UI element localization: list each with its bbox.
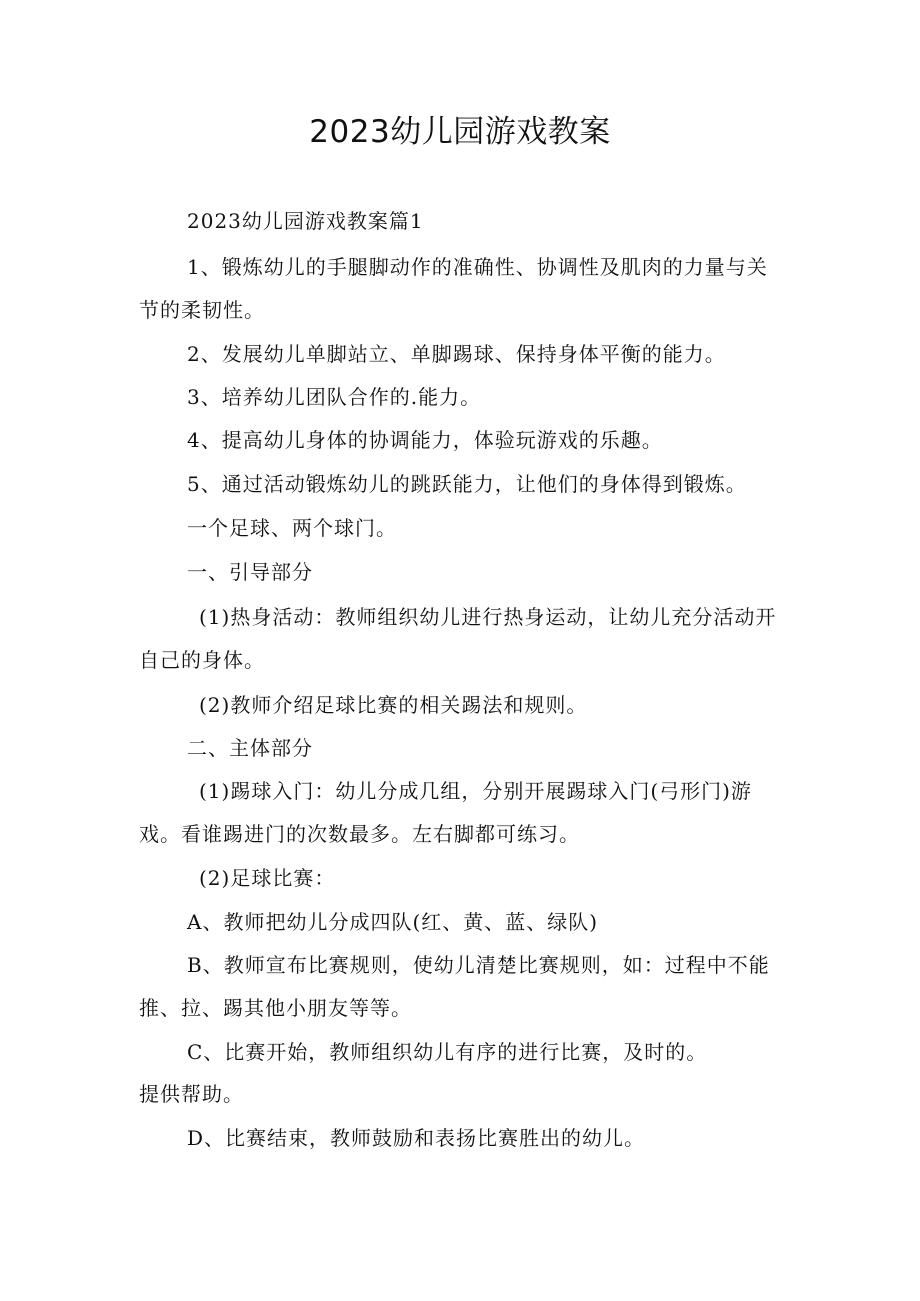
main-step-1: (1)踢球入门：幼儿分成几组，分别开展踢球入门(弓形门)游戏。看谁踢进门的次数最多。左右脚都可练习。 [139,779,752,846]
rule-item-d: D、比赛结束，教师鼓励和表扬比赛胜出的幼儿。 [187,1126,646,1150]
main-step-2: (2)足球比赛： [199,866,336,890]
goal-item-4: 4、提高幼儿身体的协调能力，体验玩游戏的乐趣。 [187,428,663,452]
goal-item-3: 3、培养幼儿团队合作的.能力。 [187,385,482,409]
goal-item-5: 5、通过活动锻炼幼儿的跳跃能力，让他们的身体得到锻炼。 [187,472,747,496]
rule-item-a: A、教师把幼儿分成四队(红、黄、蓝、绿队) [187,910,599,934]
section-heading: 2023幼儿园游戏教案篇1 [187,209,424,233]
rule-item-c: C、比赛开始，教师组织幼儿有序的进行比赛，及时的。 [187,1040,708,1064]
materials-text: 一个足球、两个球门。 [187,516,397,540]
intro-step-1: (1)热身活动：教师组织幼儿进行热身运动，让幼儿充分活动开自己的身体。 [139,605,777,672]
rule-item-b: B、教师宣布比赛规则，使幼儿清楚比赛规则，如：过程中不能推、拉、踢其他小朋友等等。 [139,953,770,1020]
part-heading-main: 二、主体部分 [187,736,313,760]
goal-item-1: 1、锻炼幼儿的手腿脚动作的准确性、协调性及肌肉的力量与关节的柔韧性。 [139,255,768,322]
intro-step-2: (2)教师介绍足球比赛的相关踢法和规则。 [199,693,588,717]
goal-item-2: 2、发展幼儿单脚站立、单脚踢球、保持身体平衡的能力。 [187,342,726,366]
rule-item-c-continued: 提供帮助。 [139,1082,244,1106]
document-title: 2023幼儿园游戏教案 [309,114,611,150]
part-heading-intro: 一、引导部分 [187,560,313,584]
